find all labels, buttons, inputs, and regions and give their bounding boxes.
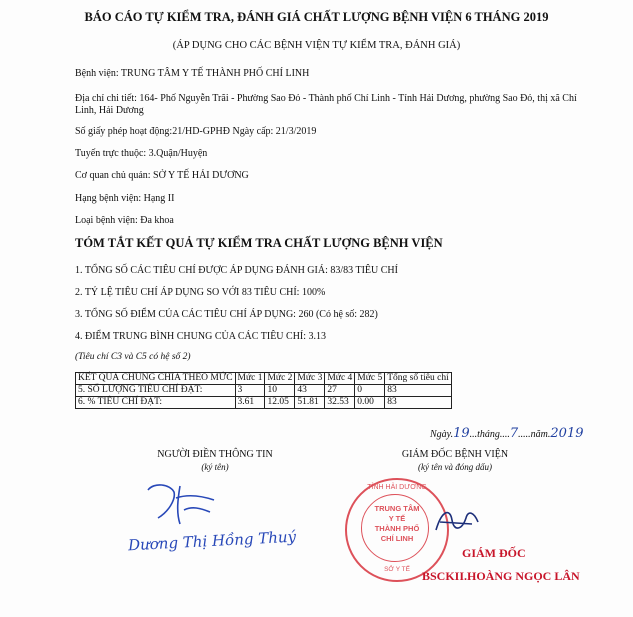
summary-item: 4. ĐIỂM TRUNG BÌNH CHUNG CỦA CÁC TIÊU CHÍ: 3.13 [75, 331, 327, 342]
hospital-level: Tuyến trực thuộc: 3.Quận/Huyện [75, 148, 208, 159]
report-subtitle: (ÁP DỤNG CHO CÁC BỆNH VIỆN TỰ KIỂM TRA, ĐÁNH GIÁ) [172, 40, 461, 51]
table-cell: 3 [235, 385, 265, 397]
director-role: GIÁM ĐỐC BỆNH VIỆN [401, 449, 509, 460]
stamp-ring-bottom: SỞ Y TẾ [384, 566, 410, 573]
summary-item: 1. TỔNG SỐ CÁC TIÊU CHÍ ĐƯỢC ÁP DỤNG ĐÁNH GIÁ: 83/83 TIÊU CHÍ [75, 265, 398, 276]
director-title: GIÁM ĐỐC [462, 546, 526, 560]
table-header-cell: Tổng số tiêu chí [385, 373, 451, 385]
table-header-cell: KẾT QUẢ CHUNG CHIA THEO MỨC [76, 373, 236, 385]
director-name: BSCKII.HOÀNG NGỌC LÂN [422, 569, 580, 583]
table-cell: 43 [295, 385, 325, 397]
coefficient-note: (Tiêu chí C3 và C5 có hệ số 2) [75, 352, 191, 362]
table-cell: 83 [385, 385, 451, 397]
table-header-cell: Mức 4 [325, 373, 355, 385]
date-prefix: Ngày [430, 429, 451, 440]
stamp-line: THÀNH PHỐ [374, 524, 420, 533]
stamp-ring-top: TỈNH HẢI DƯƠNG [367, 484, 427, 491]
table-row [76, 385, 452, 397]
date-day: 19 [453, 426, 470, 441]
hospital-address: Địa chỉ chi tiết: 164- Phố Nguyễn Trãi - Phường Sao Đỏ - Thành phố Chí Linh - Tỉnh Hải Dương, phường Sao Đỏ, thị xã Chí Linh, Hải Dương [75, 93, 577, 116]
table-cell: 51.81 [295, 397, 325, 409]
date-month-label: tháng [477, 429, 500, 440]
table-cell: 0.00 [355, 397, 385, 409]
report-title: BÁO CÁO TỰ KIỂM TRA, ĐÁNH GIÁ CHẤT LƯỢNG BỆNH VIỆN 6 THÁNG 2019 [84, 10, 549, 24]
operating-license: Số giấy phép hoạt động:21/HD-GPHĐ Ngày cấp: 21/3/2019 [75, 126, 317, 137]
table-cell: 12.05 [265, 397, 295, 409]
table-row [76, 397, 452, 409]
date-month: 7 [509, 426, 519, 441]
table-header-cell: Mức 5 [355, 373, 385, 385]
informant-name: Dương Thị Hồng Thuý [127, 527, 297, 555]
summary-heading: TÓM TẮT KẾT QUẢ TỰ KIỂM TRA CHẤT LƯỢNG BỆNH VIỆN [75, 236, 443, 250]
director-sub: (ký tên và đóng dấu) [418, 462, 492, 472]
stamp-line: CHÍ LINH [380, 534, 414, 543]
hospital-type: Loại bệnh viện: Đa khoa [75, 215, 174, 226]
hospital-name: Bệnh viện: TRUNG TÂM Y TẾ THÀNH PHỐ CHÍ LINH [75, 68, 310, 79]
signing-date: Ngày.19...tháng....7.....năm.2019 [430, 426, 584, 441]
table-cell: 10 [265, 385, 295, 397]
director-signature-mark [432, 500, 482, 540]
table-cell: 32.53 [325, 397, 355, 409]
summary-item: 2. TỶ LỆ TIÊU CHÍ ÁP DỤNG SO VỚI 83 TIÊU CHÍ: 100% [75, 287, 326, 298]
informant-role: NGƯỜI ĐIỀN THÔNG TIN [157, 449, 273, 460]
table-cell: 27 [325, 385, 355, 397]
governing-agency: Cơ quan chủ quản: SỞ Y TẾ HẢI DƯƠNG [75, 170, 249, 181]
date-year-label: năm [530, 429, 548, 440]
table-cell: 6. % TIÊU CHÍ ĐẠT: [76, 397, 236, 409]
table-header-cell: Mức 2 [265, 373, 295, 385]
table-cell: 0 [355, 385, 385, 397]
table-header-row [76, 373, 452, 385]
table-cell: 83 [385, 397, 451, 409]
informant-signature-mark [140, 478, 220, 530]
stamp-line: TRUNG TÂM [374, 504, 420, 513]
results-table [75, 372, 452, 409]
table-header-cell: Mức 1 [235, 373, 265, 385]
stamp-line: Y TẾ [388, 514, 406, 523]
table-cell: 3.61 [235, 397, 265, 409]
date-year: 2019 [550, 426, 584, 441]
hospital-rank: Hạng bệnh viện: Hạng II [75, 193, 175, 204]
informant-sub: (ký tên) [201, 462, 229, 472]
table-cell: 5. SỐ LƯỢNG TIÊU CHÍ ĐẠT: [76, 385, 236, 397]
table-header-cell: Mức 3 [295, 373, 325, 385]
summary-item: 3. TỔNG SỐ ĐIỂM CỦA CÁC TIÊU CHÍ ÁP DỤNG: 260 (Có hệ số: 282) [75, 309, 378, 320]
